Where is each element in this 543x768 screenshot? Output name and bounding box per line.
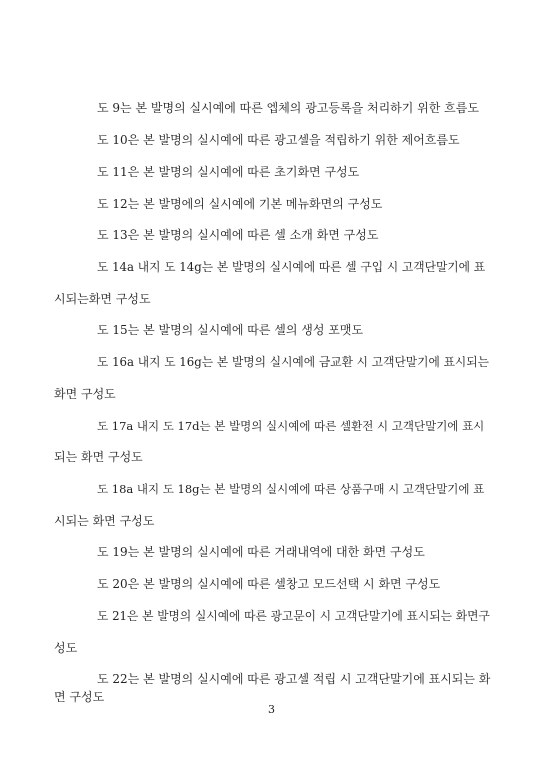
text-line: 도 22는 본 발명의 실시예에 따른 광고셀 적립 시 고객단말기에 표시되는 화 [97, 672, 491, 686]
text-line: 성도 [54, 641, 78, 655]
page-number: 3 [268, 703, 275, 716]
text-line: 도 16a 내지 도 16g는 본 발명의 실시예에 금교환 시 고객단말기에 표시되는 [97, 355, 489, 369]
text-line: 시되는화면 구성도 [54, 292, 151, 306]
text-line: 도 21은 본 발명의 실시예에 따른 광고문이 시 고객단말기에 표시되는 화면구 [97, 609, 490, 623]
text-line: 도 10은 본 발명의 실시예에 따른 광고셀을 적립하기 위한 제어흐름도 [97, 133, 460, 147]
text-line: 화면 구성도 [54, 387, 116, 401]
text-line: 도 11은 본 발명의 실시예에 따른 초기화면 구성도 [97, 165, 360, 179]
text-line: 도 13은 본 발명의 실시예에 따른 셀 소개 화면 구성도 [97, 228, 379, 242]
text-line: 도 19는 본 발명의 실시예에 따른 거래내역에 대한 화면 구성도 [97, 545, 425, 559]
text-line: 면 구성도 [54, 690, 105, 704]
text-line: 도 15는 본 발명의 실시예에 따른 셀의 생성 포맷도 [97, 323, 364, 337]
text-line: 되는 화면 구성도 [54, 450, 143, 464]
text-line: 도 17a 내지 도 17d는 본 발명의 실시예에 따른 셀환전 시 고객단말기에 표시 [97, 419, 485, 433]
text-line: 도 20은 본 발명의 실시예에 따른 셀창고 모드선택 시 화면 구성도 [97, 577, 441, 591]
text-line: 도 18a 내지 도 18g는 본 발명의 실시예에 따른 상품구매 시 고객단말기에 표 [97, 482, 485, 496]
text-line: 시되는 화면 구성도 [54, 514, 155, 528]
text-line: 도 14a 내지 도 14g는 본 발명의 실시예에 따른 셀 구입 시 고객단말기에 표 [97, 260, 486, 274]
text-line: 도 9는 본 발명의 실시예에 따른 엡체의 광고등록을 처리하기 위한 흐름도 [97, 101, 479, 115]
text-line: 도 12는 본 발명에의 실시예에 기본 메뉴화면의 구성도 [97, 197, 383, 211]
